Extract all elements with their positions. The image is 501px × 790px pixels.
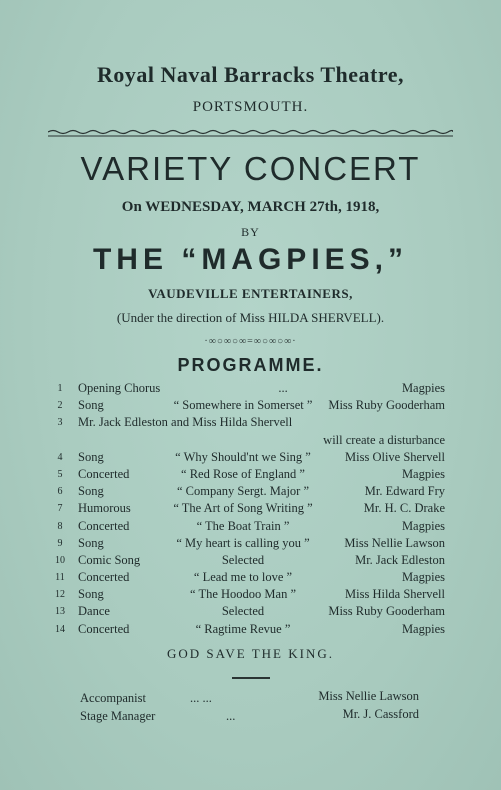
item-piece: “ The Art of Song Writing ” (173, 501, 313, 516)
by-label: BY (241, 225, 260, 239)
item-kind: Song (78, 484, 104, 499)
item-number: 6 (57, 486, 63, 498)
item-kind: Dance (78, 604, 110, 619)
list-item (0, 484, 501, 501)
item-performer: Miss Hilda Shervell (345, 587, 445, 602)
item-performer: Miss Olive Shervell (345, 449, 445, 464)
item-number: 8 (57, 520, 63, 532)
item-dots: ... (278, 381, 288, 395)
item-kind: Humorous (78, 501, 131, 516)
item-piece: “ The Boat Train ” (196, 518, 290, 533)
item-kind: Opening Chorus (78, 381, 161, 395)
item-performer: will create a disturbance (323, 432, 445, 447)
item-number: 1 (57, 383, 63, 394)
item-performer: Magpies (401, 466, 445, 481)
item-performer: Magpies (401, 621, 445, 636)
item-performer: Miss Nellie Lawson (344, 535, 445, 550)
direction-note: (Under the direction of Miss HILDA SHERVELL). (116, 310, 385, 325)
item-kind: Song (78, 587, 104, 602)
item-piece: “ Lead me to love ” (193, 570, 293, 585)
short-rule (232, 677, 270, 679)
city-heading: PORTSMOUTH. (192, 99, 309, 115)
credit-name-accompanist: Miss Nellie Lawson (318, 689, 419, 703)
event-title: VARIETY CONCERT (80, 150, 421, 187)
item-kind: Concerted (78, 518, 130, 533)
venue-heading: Royal Naval Barracks Theatre, (97, 62, 404, 87)
credit-dots: ... ... (190, 691, 212, 705)
item-kind: Comic Song (78, 552, 141, 567)
item-number: 2 (57, 400, 63, 412)
troupe-name: THE “MAGPIES,” (92, 243, 409, 276)
item-piece: “ Somewhere in Somerset ” (173, 398, 313, 413)
item-piece: “ Company Sergt. Major ” (176, 484, 310, 499)
list-item (0, 519, 501, 536)
list-item (0, 398, 501, 415)
credit-role-stage-manager: Stage Manager (80, 709, 156, 723)
item-kind: Concerted (78, 621, 130, 636)
list-item (0, 415, 501, 449)
item-performer: Miss Ruby Gooderham (328, 604, 445, 619)
item-number: 12 (55, 589, 65, 601)
item-piece: “ Red Rose of England ” (181, 466, 305, 481)
item-piece: Selected (221, 552, 265, 567)
item-performer: Mr. Jack Edleston (355, 552, 445, 567)
item-kind: Concerted (78, 570, 130, 585)
item-performer: Magpies (401, 518, 445, 533)
item-kind: Concerted (78, 466, 130, 481)
item-piece: Selected (221, 604, 265, 619)
ornament-divider: ·∞○∞○∞=∞○∞○∞· (204, 336, 297, 347)
item-performer: Miss Ruby Gooderham (328, 398, 445, 413)
item-number: 7 (57, 503, 63, 515)
list-item (0, 622, 501, 639)
item-number: 11 (55, 572, 65, 584)
credit-dots: ... (226, 709, 236, 723)
item-number: 5 (57, 468, 63, 480)
item-piece: “ Ragtime Revue ” (195, 621, 291, 636)
item-number: 10 (55, 554, 65, 566)
list-item (0, 587, 501, 604)
item-number: 3 (57, 417, 63, 429)
item-performer: Mr. Edward Fry (364, 484, 445, 499)
anthem-line: GOD SAVE THE KING. (167, 646, 334, 661)
credit-role-accompanist: Accompanist (80, 691, 146, 705)
list-item (0, 553, 501, 570)
wavy-divider (48, 128, 453, 138)
list-item (0, 501, 501, 518)
credit-name-stage-manager: Mr. J. Cassford (342, 707, 419, 721)
list-item (0, 381, 501, 398)
list-item (0, 536, 501, 553)
item-performer: Mr. H. C. Drake (363, 501, 445, 516)
item-number: 14 (55, 623, 65, 635)
item-number: 13 (55, 606, 65, 618)
programme-heading: PROGRAMME. (177, 355, 324, 375)
item-number: 4 (57, 451, 63, 463)
troupe-subtitle: VAUDEVILLE ENTERTAINERS, (148, 286, 353, 301)
item-piece: “ My heart is calling you ” (176, 535, 310, 550)
list-item (0, 467, 501, 484)
programme-list (0, 381, 501, 639)
list-item (0, 570, 501, 587)
item-kind: Mr. Jack Edleston and Miss Hilda Shervell (78, 415, 293, 430)
item-performer: Magpies (401, 381, 445, 395)
item-kind: Song (78, 398, 104, 413)
list-item (0, 450, 501, 467)
item-piece: “ The Hoodoo Man ” (190, 587, 296, 602)
item-performer: Magpies (401, 570, 445, 585)
event-date: On WEDNESDAY, MARCH 27th, 1918, (121, 199, 380, 215)
item-kind: Song (78, 449, 104, 464)
list-item (0, 604, 501, 621)
item-kind: Song (78, 535, 104, 550)
item-number: 9 (57, 537, 63, 549)
item-piece: “ Why Should'nt we Sing ” (175, 449, 311, 464)
